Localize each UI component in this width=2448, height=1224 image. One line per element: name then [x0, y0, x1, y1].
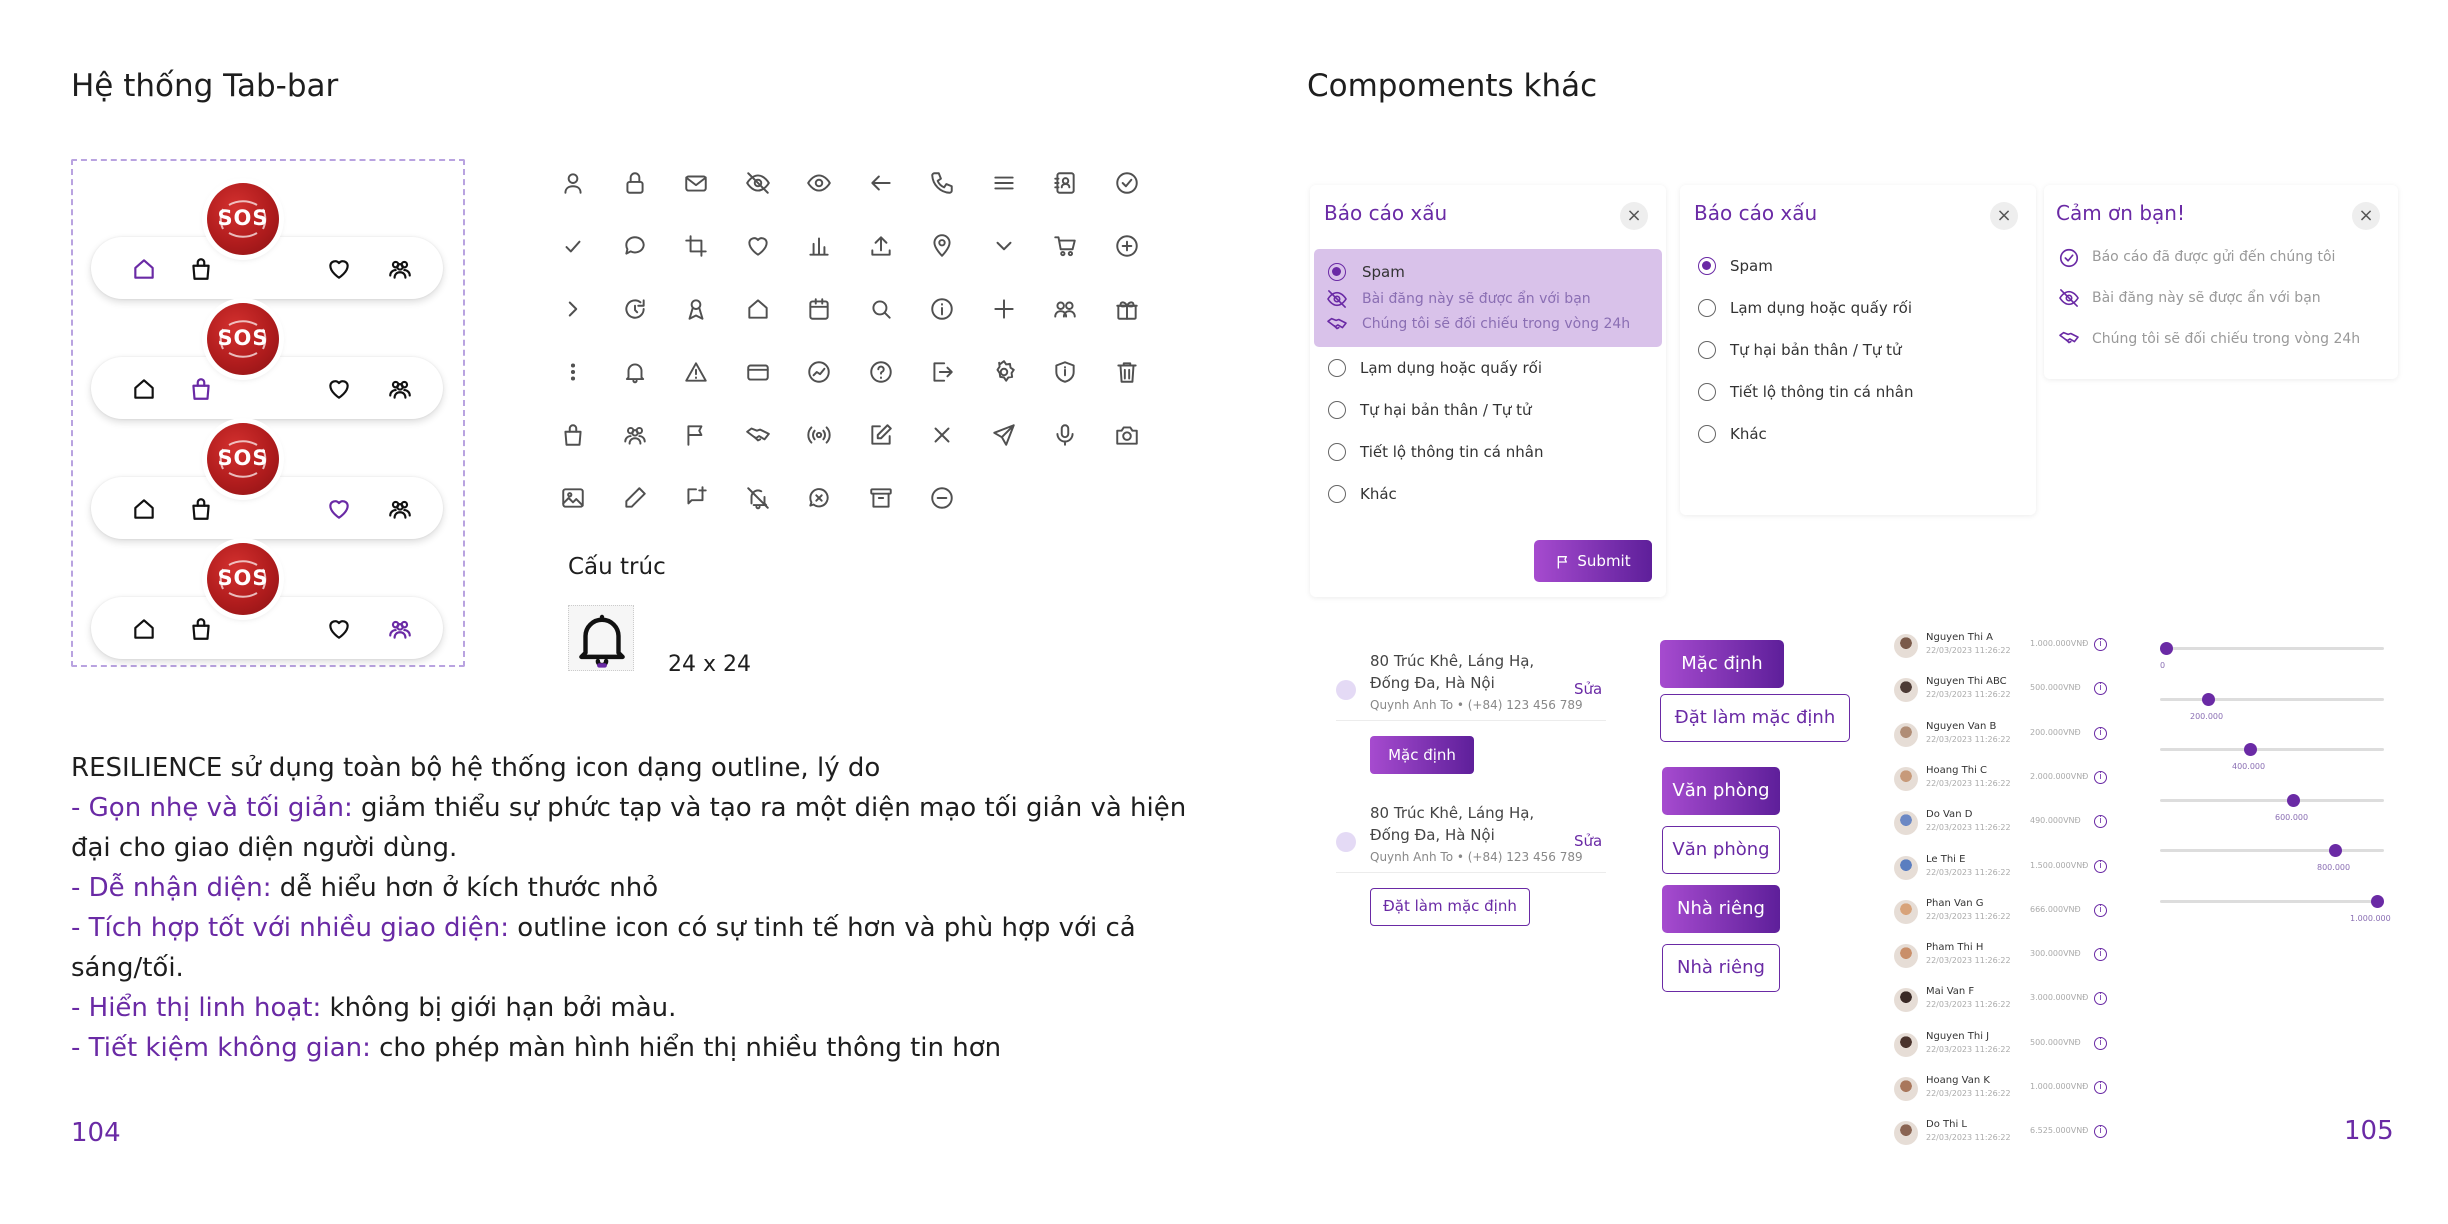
bag-icon — [560, 422, 586, 448]
eye-off-icon — [2058, 289, 2080, 307]
calendar-icon — [806, 296, 832, 322]
pluscircle-icon — [1114, 233, 1140, 259]
ribbon-icon — [683, 296, 709, 322]
paragraph-text: giảm thiểu sự phức tạp và tạo ra một diện mạo tối giản và hiện — [352, 793, 1187, 823]
chat-icon — [622, 233, 648, 259]
user-name: Nguyen Thi A — [1926, 632, 1993, 643]
option-label[interactable]: Khác — [1730, 425, 1767, 443]
avatar — [1894, 634, 1918, 658]
resilience-paragraph — [71, 748, 1191, 1068]
handshake-icon — [2058, 329, 2080, 347]
settings-icon — [991, 359, 1017, 385]
paragraph-line — [71, 868, 1191, 908]
arrowleft-icon — [868, 170, 894, 196]
transaction-amount: 490.000VNĐ — [2030, 816, 2081, 826]
transaction-date: 22/03/2023 11:26:22 — [1926, 867, 2011, 877]
transaction-date: 22/03/2023 11:26:22 — [1926, 956, 2011, 966]
address-radio[interactable] — [1336, 680, 1356, 700]
lock-icon — [622, 170, 648, 196]
transaction-amount: 500.000VNĐ — [2030, 683, 2081, 693]
tab-heart-icon[interactable] — [326, 496, 352, 522]
slider-value: 0 — [2160, 661, 2166, 670]
user-name: Nguyen Van B — [1926, 720, 1997, 732]
info-icon[interactable]: i — [2094, 1125, 2107, 1138]
paragraph-key: - Tích hợp tốt với nhiều giao diện: — [71, 913, 510, 943]
home-button-selected[interactable]: Nhà riêng — [1662, 885, 1780, 933]
transaction-amount: 300.000VNĐ — [2030, 949, 2081, 959]
transaction-amount: 666.000VNĐ — [2030, 904, 2081, 914]
checkcircle-icon — [1114, 170, 1140, 196]
upload-icon — [868, 233, 894, 259]
broadcast-icon — [806, 422, 832, 448]
avatar — [1894, 944, 1918, 968]
radio-option[interactable] — [1698, 257, 1716, 275]
submit-label: Submit — [1577, 552, 1631, 570]
bell-structure-icon — [568, 605, 634, 671]
mic-icon — [1052, 422, 1078, 448]
radio-option[interactable] — [1328, 401, 1346, 419]
page-number-left: 104 — [71, 1118, 121, 1148]
radio-option[interactable] — [1698, 299, 1716, 317]
transaction-date: 22/03/2023 11:26:22 — [1926, 1089, 2011, 1098]
tab-heart-icon[interactable] — [326, 376, 352, 402]
paragraph-key: - Dễ nhận diện: — [71, 873, 272, 903]
pin-icon — [929, 233, 955, 259]
camera-icon — [1114, 422, 1140, 448]
tab-group-icon[interactable] — [387, 376, 413, 402]
transaction-row[interactable] — [1894, 1119, 2114, 1147]
tab-group-icon[interactable] — [387, 616, 413, 642]
tab-home-icon[interactable] — [131, 496, 157, 522]
transaction-amount: 1.000.000VNĐ — [2030, 639, 2089, 648]
option-label[interactable]: Tiết lộ thông tin cá nhân — [1360, 443, 1544, 461]
transaction-amount: 1.000.000VNĐ — [2030, 1082, 2089, 1091]
people-icon — [1052, 296, 1078, 322]
chart-icon — [806, 233, 832, 259]
user-name: Phan Van G — [1926, 897, 1984, 909]
slider-thumb[interactable] — [2371, 895, 2384, 908]
sos-label: SOS — [217, 206, 269, 230]
transaction-row[interactable] — [1894, 898, 2114, 926]
transaction-row[interactable] — [1894, 632, 2114, 660]
slider-value: 1.000.000 — [2350, 913, 2391, 923]
minuscircle-icon — [929, 485, 955, 511]
archive-icon — [868, 485, 894, 511]
avatar — [1894, 856, 1918, 880]
paragraph-line — [71, 988, 1191, 1028]
heart-icon — [745, 233, 771, 259]
warning-icon — [683, 359, 709, 385]
option-label[interactable]: Tiết lộ thông tin cá nhân — [1730, 383, 1914, 401]
eyeoff-icon — [745, 170, 771, 196]
info-icon[interactable]: i — [2094, 771, 2107, 784]
sos-button[interactable] — [207, 543, 279, 615]
pencil-icon — [622, 485, 648, 511]
transaction-amount: 6.525.000VNĐ — [2030, 1126, 2089, 1136]
trash-icon — [1114, 359, 1140, 385]
selected-sub-hidden: Bài đăng này sẽ được ẩn với bạn — [1362, 291, 1591, 307]
thanks-dialog — [2044, 185, 2398, 379]
user-name: Le Thi E — [1926, 853, 1966, 865]
range-slider[interactable] — [2160, 892, 2391, 932]
home-icon — [745, 296, 771, 322]
user-name: Nguyen Thi ABC — [1926, 676, 2007, 688]
set-default-button[interactable]: Đặt làm mặc định — [1660, 694, 1850, 742]
transaction-date: 22/03/2023 11:26:22 — [1926, 1044, 2011, 1054]
report-dialog-expanded — [1310, 185, 1666, 597]
range-slider[interactable] — [2160, 639, 2384, 679]
address-radio[interactable] — [1336, 832, 1356, 852]
slider-value: 400.000 — [2232, 762, 2266, 771]
radio-option[interactable] — [1328, 485, 1346, 503]
paragraph-text: dễ hiểu hơn ở kích thước nhỏ — [271, 873, 659, 903]
tabbar-frame — [71, 159, 465, 667]
option-label[interactable]: Spam — [1730, 257, 1773, 275]
icon-grid — [560, 170, 1160, 530]
address-line1: 80 Trúc Khê, Láng Hạ, — [1370, 652, 1535, 670]
tab-group-icon[interactable] — [387, 256, 413, 282]
tab-bag-icon[interactable] — [188, 376, 214, 402]
structure-label: Cấu trúc — [568, 554, 666, 580]
page-number-right: 105 — [2344, 1116, 2394, 1146]
radio-option[interactable] — [1698, 383, 1716, 401]
avatar — [1894, 1077, 1918, 1101]
slider-thumb[interactable] — [2287, 794, 2300, 807]
info-icon[interactable]: i — [2094, 948, 2107, 961]
paragraph-text: không bị giới hạn bởi màu. — [321, 993, 677, 1023]
tab-bag-icon[interactable] — [188, 256, 214, 282]
thanks-line-sent: Báo cáo đã được gửi đến chúng tôi — [2092, 249, 2336, 265]
slider-thumb[interactable] — [2202, 693, 2215, 706]
option-label[interactable]: Tự hại bản thân / Tự tử — [1730, 341, 1902, 359]
thanks-line-hidden: Bài đăng này sẽ được ẩn với bạn — [2092, 290, 2321, 306]
info-icon[interactable]: i — [2094, 1037, 2107, 1050]
sos-button[interactable] — [207, 303, 279, 375]
home-button[interactable]: Nhà riêng — [1662, 944, 1780, 992]
tab-home-icon[interactable] — [131, 616, 157, 642]
dots-icon — [560, 359, 586, 385]
paragraph-text: sáng/tối. — [71, 953, 184, 983]
slider-value: 600.000 — [2275, 812, 2309, 822]
user-name: Hoang Thi C — [1926, 764, 1988, 776]
crop-icon — [683, 233, 709, 259]
paragraph-key: - Tiết kiệm không gian: — [71, 1033, 371, 1063]
check-circle-icon — [2058, 247, 2080, 269]
close-icon[interactable]: × — [1620, 202, 1648, 230]
address-list — [1336, 650, 1606, 930]
contacts-icon — [1052, 170, 1078, 196]
paragraph-line — [71, 828, 1191, 868]
mail-icon — [683, 170, 709, 196]
sos-label: SOS — [217, 446, 269, 470]
refresh-icon — [622, 296, 648, 322]
avatar — [1894, 1121, 1918, 1145]
transaction-row[interactable] — [1894, 854, 2114, 882]
info-icon — [929, 296, 955, 322]
range-slider[interactable] — [2160, 690, 2384, 730]
edit-link[interactable]: Sửa — [1574, 832, 1603, 850]
report-title: Báo cáo xấu — [1694, 201, 1818, 225]
tabbar-heading: Hệ thống Tab-bar — [71, 68, 339, 104]
transaction-date: 22/03/2023 11:26:22 — [1926, 823, 2011, 833]
send-icon — [991, 422, 1017, 448]
paragraph-line — [71, 1028, 1191, 1068]
eye-off-icon — [1326, 290, 1348, 308]
sos-button[interactable] — [207, 183, 279, 255]
transaction-date: 22/03/2023 11:26:22 — [1926, 778, 2011, 788]
tab-bag-icon[interactable] — [188, 496, 214, 522]
sos-label: SOS — [217, 326, 269, 350]
range-slider[interactable] — [2160, 740, 2384, 780]
office-button[interactable]: Văn phòng — [1662, 826, 1780, 874]
avatar — [1894, 1033, 1918, 1057]
transaction-amount: 2.000.000VNĐ — [2030, 771, 2089, 781]
close-icon[interactable]: × — [2352, 202, 2380, 230]
info-icon[interactable]: i — [2094, 638, 2107, 651]
slider-track[interactable] — [2160, 849, 2384, 852]
tab-home-icon[interactable] — [131, 376, 157, 402]
chatclose-icon — [806, 485, 832, 511]
transaction-date: 22/03/2023 11:26:22 — [1926, 1000, 2011, 1010]
close-icon — [929, 422, 955, 448]
user-name: Nguyen Thi J — [1926, 1030, 1990, 1042]
tab-home-icon[interactable] — [131, 256, 157, 282]
info-icon[interactable]: i — [2094, 860, 2107, 873]
radio-option[interactable] — [1698, 425, 1716, 443]
card-icon — [745, 359, 771, 385]
transaction-date: 22/03/2023 11:26:22 — [1926, 690, 2011, 700]
transaction-date: 22/03/2023 11:26:22 — [1926, 911, 2011, 921]
avatar — [1894, 678, 1918, 702]
transaction-amount: 3.000.000VNĐ — [2030, 993, 2089, 1003]
tab-bag-icon[interactable] — [188, 616, 214, 642]
shield-icon — [1052, 359, 1078, 385]
image-icon — [560, 485, 586, 511]
user-name: Do Van D — [1926, 809, 1973, 821]
components-heading: Compoments khác — [1307, 68, 1598, 104]
address-contact: Quynh Anh To • (+84) 123 456 789 — [1370, 850, 1583, 864]
set-default-button[interactable]: Đặt làm mặc định — [1370, 888, 1530, 926]
info-icon[interactable]: i — [2094, 1081, 2107, 1094]
user-name: Do Thi L — [1926, 1119, 1967, 1131]
trend-icon — [806, 359, 832, 385]
handshake-icon — [1326, 315, 1348, 333]
avatar — [1894, 767, 1918, 791]
sos-label: SOS — [217, 566, 269, 590]
option-label[interactable]: Khác — [1360, 485, 1397, 503]
user-name: Hoang Van K — [1926, 1075, 1990, 1086]
office-button-selected[interactable]: Văn phòng — [1662, 767, 1780, 815]
slider-thumb[interactable] — [2329, 844, 2342, 857]
help-icon — [868, 359, 894, 385]
info-icon[interactable]: i — [2094, 815, 2107, 828]
avatar — [1894, 900, 1918, 924]
report-dialog — [1680, 185, 2036, 515]
tab-group-icon[interactable] — [387, 496, 413, 522]
transaction-row[interactable] — [1894, 1075, 2114, 1103]
edit-link[interactable]: Sửa — [1574, 680, 1603, 698]
submit-button[interactable] — [1534, 540, 1652, 582]
option-label[interactable]: Lạm dụng hoặc quấy rối — [1730, 299, 1913, 317]
info-icon[interactable]: i — [2094, 904, 2107, 917]
range-slider[interactable] — [2160, 841, 2384, 881]
paragraph-intro: RESILIENCE sử dụng toàn bộ hệ thống icon dạng outline, lý do — [71, 753, 881, 783]
chevright-icon — [560, 296, 586, 322]
address-line2: Đống Đa, Hà Nội — [1370, 674, 1495, 692]
option-label[interactable]: Lạm dụng hoặc quấy rối — [1360, 359, 1543, 377]
radio-spam[interactable] — [1328, 263, 1346, 281]
transaction-row[interactable] — [1894, 1031, 2114, 1059]
transaction-date: 22/03/2023 11:26:22 — [1926, 734, 2011, 744]
logout-icon — [929, 359, 955, 385]
slider-value: 200.000 — [2190, 711, 2224, 721]
report-title: Báo cáo xấu — [1324, 201, 1448, 225]
check-icon — [560, 233, 586, 259]
slider-thumb[interactable] — [2160, 642, 2173, 655]
chatadd-icon — [683, 485, 709, 511]
transaction-row[interactable] — [1894, 765, 2114, 793]
tab-heart-icon[interactable] — [326, 616, 352, 642]
radio-option[interactable] — [1698, 341, 1716, 359]
thanks-title: Cảm ơn bạn! — [2056, 201, 2185, 225]
range-slider[interactable] — [2160, 791, 2384, 831]
transaction-amount: 500.000VNĐ — [2030, 1037, 2081, 1047]
eye-icon — [806, 170, 832, 196]
flag-icon — [683, 422, 709, 448]
group-icon — [622, 422, 648, 448]
option-label: Spam — [1362, 263, 1405, 281]
transaction-amount: 1.500.000VNĐ — [2030, 860, 2089, 870]
paragraph-text: cho phép màn hình hiển thị nhiều thông tin hơn — [370, 1033, 1002, 1063]
address-line2: Đống Đa, Hà Nội — [1370, 826, 1495, 844]
avatar — [1894, 811, 1918, 835]
thanks-line-review: Chúng tôi sẽ đối chiếu trong vòng 24h — [2092, 331, 2361, 347]
bell-icon — [622, 359, 648, 385]
info-icon[interactable]: i — [2094, 682, 2107, 695]
phone-icon — [929, 170, 955, 196]
paragraph-text: đại cho giao diện người dùng. — [71, 833, 458, 863]
plus-icon — [991, 296, 1017, 322]
user-icon — [560, 170, 586, 196]
menu-icon — [991, 170, 1017, 196]
cart-icon — [1052, 233, 1078, 259]
close-icon[interactable]: × — [1990, 202, 2018, 230]
radio-option[interactable] — [1328, 359, 1346, 377]
info-icon[interactable]: i — [2094, 992, 2107, 1005]
slider-track[interactable] — [2160, 698, 2384, 701]
size-label: 24 x 24 — [668, 652, 751, 677]
address-contact: Quynh Anh To • (+84) 123 456 789 — [1370, 698, 1583, 712]
transaction-date: 22/03/2023 11:26:22 — [1926, 646, 2011, 655]
avatar — [1894, 988, 1918, 1012]
sos-button[interactable] — [207, 423, 279, 495]
paragraph-key: - Hiển thị linh hoạt: — [71, 993, 322, 1023]
paragraph-line — [71, 788, 1191, 828]
slider-value: 800.000 — [2317, 863, 2351, 872]
address-line1: 80 Trúc Khê, Láng Hạ, — [1370, 804, 1535, 822]
flag-icon — [1555, 541, 1571, 583]
slider-track[interactable] — [2160, 900, 2384, 903]
option-label[interactable]: Tự hại bản thân / Tự tử — [1360, 401, 1532, 419]
slider-track[interactable] — [2160, 748, 2384, 751]
transaction-row[interactable] — [1894, 942, 2114, 970]
transaction-amount: 200.000VNĐ — [2030, 727, 2081, 737]
transaction-row[interactable] — [1894, 986, 2114, 1014]
selected-option-spam[interactable] — [1314, 249, 1662, 347]
default-button[interactable]: Mặc định — [1660, 640, 1784, 688]
paragraph-key: - Gọn nhẹ và tối giản: — [71, 793, 353, 823]
chevdown-icon — [991, 233, 1017, 259]
editbox-icon — [868, 422, 894, 448]
slider-track[interactable] — [2160, 647, 2384, 650]
radio-option[interactable] — [1328, 443, 1346, 461]
paragraph-line — [71, 908, 1191, 948]
tab-heart-icon[interactable] — [326, 256, 352, 282]
selected-sub-review: Chúng tôi sẽ đối chiếu trong vòng 24h — [1362, 316, 1631, 332]
slider-track[interactable] — [2160, 799, 2384, 802]
slider-thumb[interactable] — [2244, 743, 2257, 756]
transaction-row[interactable] — [1894, 676, 2114, 704]
paragraph-text: outline icon có sự tinh tế hơn và phù hợp với cả — [509, 913, 1136, 943]
divider — [1336, 720, 1606, 721]
divider — [1336, 872, 1606, 873]
user-name: Pham Thi H — [1926, 942, 1984, 954]
gift-icon — [1114, 296, 1140, 322]
paragraph-line — [71, 948, 1191, 988]
avatar — [1894, 723, 1918, 747]
user-name: Mai Van F — [1926, 986, 1975, 998]
default-address-button[interactable]: Mặc định — [1370, 736, 1474, 774]
transaction-row[interactable] — [1894, 809, 2114, 837]
transaction-row[interactable] — [1894, 721, 2114, 749]
belloff-icon — [745, 485, 771, 511]
info-icon[interactable]: i — [2094, 727, 2107, 740]
transaction-date: 22/03/2023 11:26:22 — [1926, 1133, 2011, 1143]
handshake-icon — [745, 422, 771, 448]
search-icon — [868, 296, 894, 322]
